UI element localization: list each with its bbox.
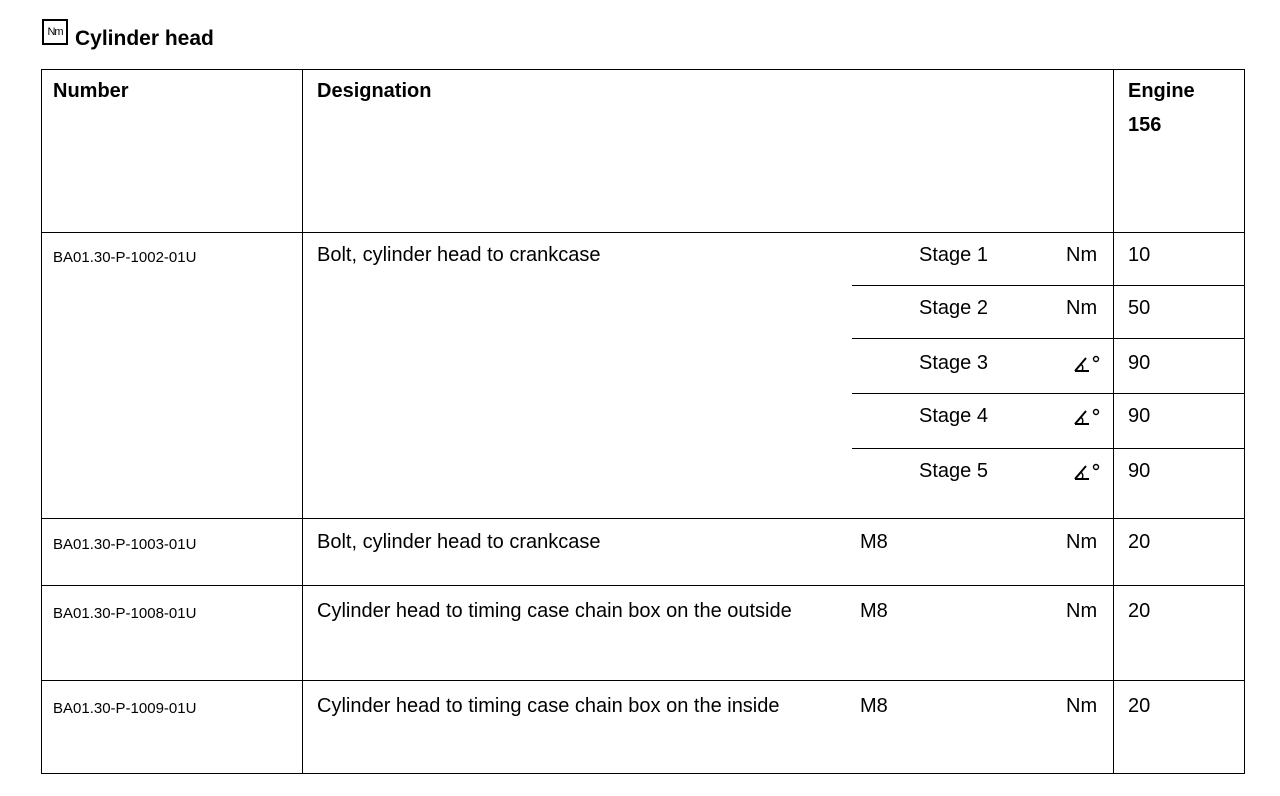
row-number: BA01.30-P-1009-01U <box>53 700 197 717</box>
row-designation: Bolt, cylinder head to crankcase <box>317 244 601 266</box>
torque-table <box>41 69 1245 774</box>
column-header-engine: Engine <box>1128 80 1195 102</box>
stage-divider <box>852 448 1245 449</box>
angle-degree-icon <box>1073 354 1101 374</box>
unit-label: Nm <box>1066 695 1098 717</box>
row-number: BA01.30-P-1002-01U <box>53 249 197 266</box>
row-divider <box>41 680 1245 681</box>
torque-value: 50 <box>1128 297 1151 319</box>
torque-value: 20 <box>1128 695 1151 717</box>
angle-degree-icon <box>1073 462 1101 482</box>
column-divider <box>302 69 303 774</box>
row-designation: Cylinder head to timing case chain box on the inside <box>317 695 780 717</box>
torque-value: 20 <box>1128 531 1151 553</box>
torque-value: 90 <box>1128 405 1151 427</box>
page-title: Cylinder head <box>75 27 214 50</box>
stage-divider <box>852 338 1245 339</box>
torque-value: 90 <box>1128 352 1151 374</box>
unit-label: Nm <box>1066 297 1098 319</box>
torque-value: 20 <box>1128 600 1151 622</box>
column-divider <box>1113 69 1114 774</box>
row-number: BA01.30-P-1003-01U <box>53 536 197 553</box>
thread-size: M8 <box>860 695 888 717</box>
stage-label: Stage 1 <box>919 244 988 266</box>
angle-degree-icon <box>1073 407 1101 427</box>
stage-divider <box>852 393 1245 394</box>
row-divider <box>41 232 1245 233</box>
unit-label: Nm <box>1066 531 1098 553</box>
torque-value: 10 <box>1128 244 1151 266</box>
torque-nm-icon: Nm <box>42 19 68 45</box>
row-divider <box>41 585 1245 586</box>
row-designation: Cylinder head to timing case chain box on the outside <box>317 600 792 622</box>
stage-label: Stage 3 <box>919 352 988 374</box>
unit-label: Nm <box>1066 600 1098 622</box>
thread-size: M8 <box>860 600 888 622</box>
thread-size: M8 <box>860 531 888 553</box>
column-header-number: Number <box>53 80 129 102</box>
torque-value: 90 <box>1128 460 1151 482</box>
column-header-engine-number: 156 <box>1128 114 1162 136</box>
stage-label: Stage 5 <box>919 460 988 482</box>
column-header-designation: Designation <box>317 80 432 102</box>
row-divider <box>41 518 1245 519</box>
stage-label: Stage 4 <box>919 405 988 427</box>
row-number: BA01.30-P-1008-01U <box>53 605 197 622</box>
stage-divider <box>852 285 1245 286</box>
stage-label: Stage 2 <box>919 297 988 319</box>
row-designation: Bolt, cylinder head to crankcase <box>317 531 601 553</box>
unit-label: Nm <box>1066 244 1098 266</box>
